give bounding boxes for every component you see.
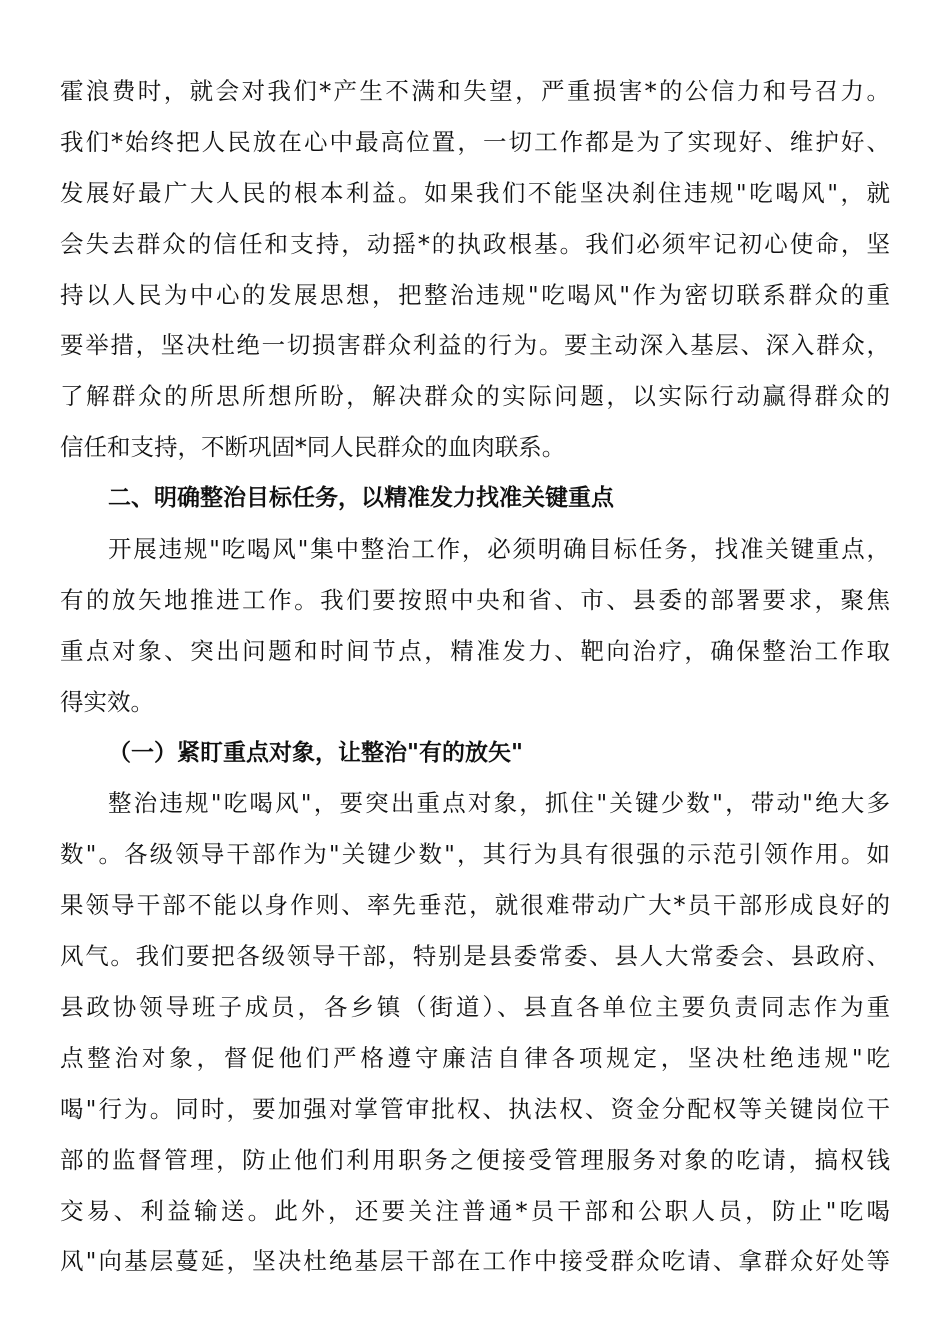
paragraph-line: 有的放矢地推进工作。我们要按照中央和省、市、县委的部署要求，聚焦 <box>60 585 890 614</box>
document-body <box>60 66 890 1287</box>
paragraph-last-line: 信任和支持，不断巩固*同人民群众的血肉联系。 <box>60 433 566 462</box>
paragraph-line: 要举措，坚决杜绝一切损害群众利益的行为。要主动深入基层、深入群众， <box>60 331 890 360</box>
paragraph-first-line: 开展违规"吃喝风"集中整治工作，必须明确目标任务，找准关键重点， <box>108 535 890 564</box>
paragraph-line: 县政协领导班子成员，各乡镇（街道）、县直各单位主要负责同志作为重 <box>60 993 890 1022</box>
section-heading: 二、明确整治目标任务，以精准发力找准关键重点 <box>108 485 614 512</box>
paragraph-line: 果领导干部不能以身作则、率先垂范，就很难带动广大*员干部形成良好的 <box>60 891 890 920</box>
paragraph-line: 风气。我们要把各级领导干部，特别是县委常委、县人大常委会、县政府、 <box>60 942 890 971</box>
paragraph-line: 会失去群众的信任和支持，动摇*的执政根基。我们必须牢记初心使命，坚 <box>60 229 890 258</box>
paragraph-line: 我们*始终把人民放在心中最高位置，一切工作都是为了实现好、维护好、 <box>60 127 890 156</box>
paragraph-line: 发展好最广大人民的根本利益。如果我们不能坚决刹住违规"吃喝风"，就 <box>60 178 890 207</box>
paragraph-line: 了解群众的所思所想所盼，解决群众的实际问题，以实际行动赢得群众的 <box>60 382 890 411</box>
paragraph-line: 数"。各级领导干部作为"关键少数"，其行为具有很强的示范引领作用。如 <box>60 840 890 869</box>
paragraph-last-line: 得实效。 <box>60 687 154 716</box>
paragraph-line: 霍浪费时，就会对我们*产生不满和失望，严重损害*的公信力和号召力。 <box>60 77 890 105</box>
paragraph-line: 重点对象、突出问题和时间节点，精准发力、靶向治疗，确保整治工作取 <box>60 636 890 665</box>
paragraph-line: 点整治对象，督促他们严格遵守廉洁自律各项规定，坚决杜绝违规"吃 <box>60 1043 890 1072</box>
paragraph-line: 风"向基层蔓延，坚决杜绝基层干部在工作中接受群众吃请、拿群众好处等 <box>60 1247 890 1276</box>
paragraph-first-line: 整治违规"吃喝风"，要突出重点对象，抓住"关键少数"，带动"绝大多 <box>108 789 890 818</box>
paragraph-line: 喝"行为。同时，要加强对掌管审批权、执法权、资金分配权等关键岗位干 <box>60 1094 890 1123</box>
paragraph-line: 部的监督管理，防止他们利用职务之便接受管理服务对象的吃请，搞权钱 <box>60 1145 890 1174</box>
section-heading: （一）紧盯重点对象，让整治"有的放矢" <box>108 739 523 766</box>
paragraph-line: 交易、利益输送。此外，还要关注普通*员干部和公职人员，防止"吃喝 <box>60 1196 890 1225</box>
paragraph-line: 持以人民为中心的发展思想，把整治违规"吃喝风"作为密切联系群众的重 <box>60 280 890 309</box>
